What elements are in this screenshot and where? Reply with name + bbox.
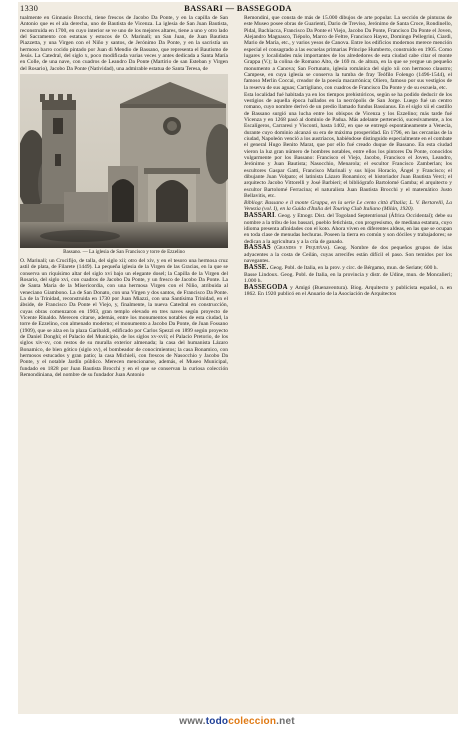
- entry-basse-headword: BASSE.: [244, 263, 269, 271]
- entry-bassas-headword: BASSAS: [244, 244, 271, 252]
- page-header: [18, 3, 458, 15]
- entry-basse: [244, 265, 452, 271]
- entry-bassegoda: [244, 285, 452, 298]
- paragraph-museum: Remondini, que consta de más de 15.000 dibujos de arte popular. La sección de pinturas de este Museo posee obras de Guarienti, Dario de Treviso, Jerónimo de Santa Croce, Rondinello, Pidal, Bachiacca, Francisco Da Ponte el Viejo, Jacobo Da Ponte, Francisco Da Ponte el Joven, Alejandro Magnasco, Tiépolo, Marco de Feltre, Francisco Hayez, Domingo Pellegrini, Ciardi, Mario de María, etc., y varios yesos de Canova. Entre los edificios modernos merece mención especial el consagrado a las escuelas primarias Principe Humberto, construido en 1905. Como lugares y localidades más importantes de los alrededores de esta ciudad cabe citar el monte Grappa (V.); la colina de Romano Alto, de 169 m. de altura, en la que se yergue un pequeño monumento a Canova; San Fortunato, iglesia románica del siglo xii con hermoso claustro; Campese, en cuya iglesia se conserva la tumba de fray Teófilo Folengo (1496-1544), el famoso Merlin Coccai, creador de la poesía macarrónica; Oliero, famoso por sus vestigios de la reserva de sus aguas; Cartigliano, con cuadros de Francisco Da Ponte y de su escuela, etc.: [244, 15, 452, 91]
- paragraph-churches: tualmente en Ginnasio Brocchi, tiene frescos de Jacobo Da Ponte, y en la capilla de San Antonio que es el ala derecha, uno de Bautista de Vicenza. La iglesia de San Juan Bautista, reconstruida en 1700, en cuyo interior se ve uno de los mejores altares, tiene a uno y otro lado del Sacramento con estatuas y estucos de O. Marinali; un San Juan, de Juan Bautista Piazzetta, y una Virgen con el Niño y santos, de Jerónimo Da Ponte, y en la sacristía un hermoso barro cocido pintado por Juan di Mendio de Bassano, que representa el Bautismo de Jesús. La Catedral, del siglo x, poco modificada varias veces y antes dedicada a Santa María en Colle, de una nave, con cuadros de Leandro Da Ponte (Martirio de san Esteban y Virgen del Rosario), Jacobo Da Ponte (Natividad), una admirable estatua de Santa Teresa, de: [20, 15, 228, 72]
- figure: [20, 74, 228, 256]
- page-number: 1330: [20, 3, 39, 13]
- paragraph-history: Esta localidad fué habitada ya en los tiempos prehistóricos, según se ha podido deducir de los vestigios de aquella época hallados en la necrópolis de San Jorge. Luego fué un centro romano, cuyo nombre derivó de un predio llamado fundus Bassianus. En el siglo xii el castillo de Bassano surgió una lucha entre los obispos de Vicenza y los Ezzelino; más tarde fué Vicenza y en 1268 pasó al dominio de Padua. Más adelante perteneció, sucesivamente, a los Escalígeros, Carraresi y Visconti, hasta 1402, en que se entregó espontáneamente a Venecia, durante cuyo dominio alcanzó su era de máxima prosperidad. En 1796, en las cercanías de la ciudad, Napoleón venció a los austríacos, habiéndose distinguido especialmente en el combate el general Hugo Benito Marat, que por ello fué creado duque de Bassano. En esta ciudad vieron la luz gran número de hombres notables, entre ellos los pintores Da Ponte, conocidos vulgarmente por los Bassano: Francisco el Viejo, Jacobo, Francisco el Joven, Leandro, Jerónimo y Juan Bautista; Nasocchio, Menarola; el escultor Francisco Zamberlan; los escultores Gaspar Gatti, Francisco Marinali y sus hijos Horacio, Ángel y Francisco; el dibujante Juan Volpato; el latinista Lázaro Bonamico; el historiador Juan Bautista Verci; el arquitecto Jacobo Vittorelli y José Barbieri; el bibliógrafo Bartolomé Gamba; el arquitecto y escultor Bartolomé Ferracina; el naturalista Juan Bautista Brocchi y el matemático Justo Bellavitis, etc.: [244, 91, 452, 200]
- bibliography: Bibliogr. Bassano e il monte Grappa, en la serie Le cento città d'Italia; L. V. Bertarelli, La Venezia (vol. I), en la Guida d'Italia del Touring Club Italiano (Milán, 1920).: [244, 199, 452, 213]
- paragraph-monuments: O. Marinali; un Crucifijo, de talla, del siglo xii; otro del xiv, y en el tesoro una hermosa cruz astil de plata, de Filarete (1449). La pequeña iglesia de la Virgen de las Gracias, en la que se conserva un riquísimo altar del siglo xvi bajo un elegante dosel; la Capilla de la Virgen del Rosario, del siglo xvi, con cuadros de Jacobo Da Ponte, y un fresco de Jacobo Da Ponte. La de Santa María de la Misericordia, con una hermosa Virgen con el Niño, atribuida al veneciano Giambono. La de San Donato, con una Virgen y dos santos, de Francisco Da Ponte. La de la Trinidad, reconstruida en 1730 por Juan Miazzi, con una Santísima Trinidad, en el ábside, de Francisco Da Ponte el Viejo, y, finalmente, la nueva Catedral en construcción, cuyas obras comenzaron en 1903, gran templo elevado en tres naves según proyecto de Vicente Rinaldo. Merecen citarse, además, entre los monumentos notables de esta ciudad, la torre de Ezzelino, con almenado moderno; el monumento a Jacobo Da Ponte, de Juan Fossano (1909), que se alza en la plaza Garibaldi, edificado por Carlos Spezzi en 1899 según proyecto de Daniel Donghi; el Palacio del Municipio, de los siglos xv-xvii; el Palacio Pretorio, de los siglos xiv-xv, con restos de su muralla exterior almenada; la casa del humanista Lázaro Bonamico, de bien gótico (siglo xv), el bombeador de conocimientos; la casa Bonamico, con hermosos estucados y gran patio; la casa Michieli, con frescos de Nasocchio y Jacobo Da Ponte, y el notable Jardín público. Merecen mencionarse, además, el Museo Municipal, fundado en 1828 por Juan Bautista Brocchi y en el que se conservan la curiosa colección Remondiniana, del nombre de su fundador Juan Antonio: [20, 257, 228, 379]
- entry-bassas-text: Geog. Nombre de dos pequeños grupos de islas adyacentes a la costa de Ceilán, cuyas arrecifes están difícil el paso. Son temidos por los navegantes.: [244, 245, 452, 265]
- church-photo: [20, 74, 228, 248]
- figure-caption: Bassano. — La iglesia de San Francisco y torre de Ezzelino: [63, 249, 185, 256]
- entry-bassari-text: Geog. y Etnogr. Dist. del Togoland Septentrional (África Occidental); debe su nombre a la tribu de los bassari, pueblo fetichista, con progresismo, de mediana estatura, cuyo idioma presenta afinidades con el koto. Ahora viven en diferentes aldeas, en las que se ocupan en toda clase de menudas hechuras. Poseen la tierra en común y son dóciles y trabajadores; se dedican a la agricultura y a la cría de ganado.: [244, 213, 453, 245]
- entry-bassas-qualifier: (Grandes y Pequeñas).: [274, 245, 331, 252]
- entry-bassas: [244, 245, 452, 264]
- encyclopedia-page: [18, 2, 458, 714]
- right-column: [244, 15, 452, 298]
- entry-basse-text: Geog. Pobl. de Italia, en la prov. y circ. de Bérgamo, mun. de Seriate; 600 h.: [269, 264, 438, 271]
- watermark-logo: www.todocoleccion.net: [179, 716, 295, 727]
- left-column: [20, 15, 228, 378]
- running-head: BASSARI — BASSEGODA: [184, 3, 292, 13]
- entry-bassegoda-headword: BASSEGODA: [244, 283, 288, 291]
- entry-bassegoda-text: y Amigó (Buenaventura). Biog. Arquitecto y publicista español, n. en 1862. En 1920 publicó en el Anuario de la Asociación de Arquitectos: [244, 284, 452, 298]
- entry-bassari-headword: BASSARI: [244, 212, 275, 220]
- entry-bassari: BASSARI. Geog. y Etnogr. Dist. del Togoland Septentrional (África Occidental); debe su nombre a la tribu de los bassari, pueblo fetichista, con progresismo, de mediana estatura, cuyo idioma presenta afinidades con el koto. Ahora viven en diferentes aldeas, en las que se ocupan en toda clase de menudas hechuras. Poseen la tierra en común y son dóciles y trabajadores; se dedican a la agricultura y a la cría de ganado.: [244, 212, 453, 245]
- entry-basse-lindoux: Basse Lindoux. Geog. Pobl. de Italia, en la provincia y distr. de Udine, mun. de Moncalieri; 1.000 h.: [244, 271, 452, 285]
